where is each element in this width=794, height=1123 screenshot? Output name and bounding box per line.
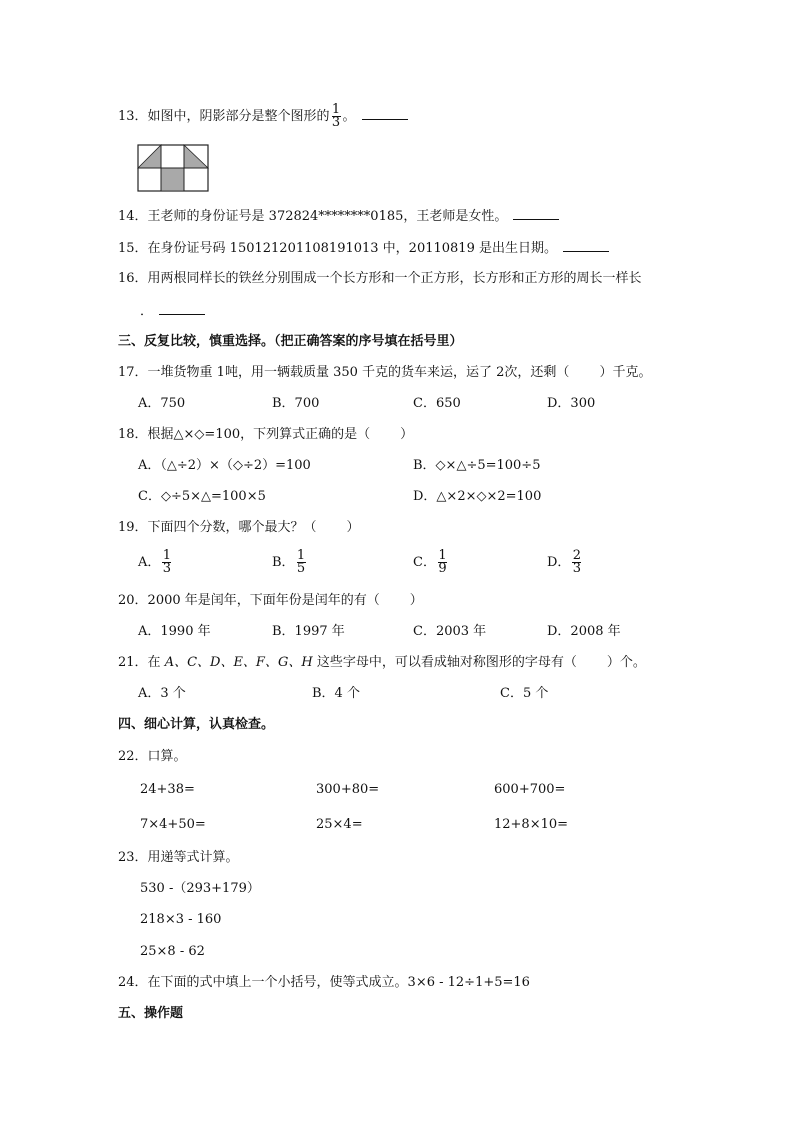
q23-item-1[interactable]: 530 -（293+179） [140, 881, 260, 896]
q20-option-d[interactable]: D．2008 年 [547, 624, 621, 639]
q19-d-label: D． [547, 555, 571, 570]
q18-stem-b: ） [400, 427, 414, 442]
q18-option-d[interactable]: D．△×2×◇×2=100 [413, 489, 542, 504]
q19-b-den: 5 [296, 561, 306, 576]
q21-option-c[interactable]: C．5 个 [500, 686, 549, 701]
q19-option-c[interactable] [413, 549, 449, 577]
q21-option-a[interactable]: A．3 个 [138, 686, 186, 701]
question-16-cont [140, 302, 205, 321]
q13-tail: 。 [342, 109, 356, 124]
q22-item-6[interactable]: 12+8×10= [494, 817, 569, 832]
question-22-title: 22．口算。 [118, 749, 187, 764]
q20-stem-a: 20．2000 年是闰年，下面年份是闰年的有（ [118, 593, 380, 608]
q19-c-den: 9 [438, 561, 447, 576]
section-4-heading: 四、细心计算，认真检查。 [118, 717, 275, 732]
question-21 [118, 654, 646, 672]
q19-stem-b: ） [346, 520, 360, 535]
q23-item-2[interactable]: 218×3 - 160 [140, 912, 222, 927]
question-18 [118, 426, 413, 444]
q19-option-d[interactable] [547, 549, 583, 577]
q20-stem-b: ） [409, 593, 423, 608]
q16-line1: 16．用两根同样长的铁丝分别围成一个长方形和一个正方形，长方形和正方形的周长一样长 [118, 271, 642, 286]
q21-letters: A、C、D、E、F、G、H [164, 655, 313, 670]
q17-option-a[interactable]: A．750 [138, 396, 186, 411]
q19-b-num: 1 [296, 548, 306, 563]
q19-d-fraction [572, 550, 581, 575]
q14-answer-blank[interactable] [513, 207, 559, 220]
q23-item-3[interactable]: 25×8 - 62 [140, 944, 205, 959]
question-13 [118, 104, 408, 129]
question-24: 24．在下面的式中填上一个小括号，使等式成立。3×6 - 12÷1+5=16 [118, 975, 530, 990]
section-5-heading: 五、操作题 [118, 1006, 184, 1021]
q17-option-c[interactable]: C．650 [413, 396, 461, 411]
q13-text: 13．如图中，阴影部分是整个图形的 [118, 109, 330, 124]
q19-stem-a: 19．下面四个分数，哪个最大？（ [118, 520, 317, 535]
q13-shaded-figure [137, 144, 209, 192]
q19-c-fraction [438, 550, 447, 575]
q19-b-label: B． [272, 555, 295, 570]
q19-b-fraction [297, 550, 306, 575]
q20-option-b[interactable]: B．1997 年 [272, 624, 345, 639]
question-14 [118, 207, 559, 226]
q13-num: 1 [331, 102, 341, 117]
shaded-square [161, 168, 184, 191]
q16-line2: ． [140, 304, 154, 319]
q22-item-1[interactable]: 24+38= [140, 782, 195, 797]
q22-item-4[interactable]: 7×4+50= [140, 817, 206, 832]
q13-fraction [332, 104, 341, 129]
q17-option-d[interactable]: D．300 [547, 396, 596, 411]
q13-answer-blank[interactable] [362, 107, 408, 120]
q19-d-den: 3 [572, 561, 582, 576]
q19-option-b[interactable] [272, 549, 308, 577]
q17-stem-a: 17．一堆货物重 1吨，用一辆载质量 350 千克的货车来运，运了 2次，还剩（ [118, 365, 570, 380]
q15-text: 15．在身份证号码 150121201108191013 中，20110819 是出生日期。 [118, 241, 557, 256]
q21-pre: 21．在 [118, 655, 165, 670]
q20-option-a[interactable]: A．1990 年 [138, 624, 211, 639]
q19-a-fraction [162, 550, 171, 575]
q17-stem-b: ）千克。 [599, 365, 652, 380]
question-20 [118, 592, 423, 610]
question-15 [118, 239, 609, 258]
q17-option-b[interactable]: B．700 [272, 396, 320, 411]
section-3-heading: 三、反复比较，慎重选择。（把正确答案的序号填在括号里） [118, 334, 463, 349]
q19-d-num: 2 [572, 548, 582, 563]
q16-answer-blank[interactable] [159, 302, 205, 315]
q21-mid: 这些字母中，可以看成轴对称图形的字母有（ [312, 655, 577, 670]
q18-option-b[interactable]: B．◇×△÷5=100÷5 [413, 458, 541, 473]
q19-option-a[interactable] [138, 549, 173, 577]
q15-answer-blank[interactable] [563, 239, 609, 252]
q22-item-3[interactable]: 600+700= [494, 782, 566, 797]
q19-a-label: A． [138, 555, 161, 570]
question-16 [118, 270, 642, 288]
q19-a-num: 1 [162, 548, 172, 563]
q19-c-label: C． [413, 555, 436, 570]
q21-option-b[interactable]: B．4 个 [312, 686, 360, 701]
question-19 [118, 519, 360, 537]
q22-item-5[interactable]: 25×4= [316, 817, 363, 832]
q20-option-c[interactable]: C．2003 年 [413, 624, 487, 639]
q22-item-2[interactable]: 300+80= [316, 782, 380, 797]
q21-post: ）个。 [606, 655, 646, 670]
question-23-title: 23．用递等式计算。 [118, 850, 239, 865]
q19-a-den: 3 [162, 561, 172, 576]
q18-option-a[interactable]: A．（△÷2）×（◇÷2）=100 [138, 458, 311, 473]
q18-option-c[interactable]: C．◇÷5×△=100×5 [138, 489, 266, 504]
question-17 [118, 364, 651, 382]
q13-den: 3 [331, 115, 341, 130]
q18-stem-a: 18．根据△×◇=100，下列算式正确的是（ [118, 427, 371, 442]
q19-c-num: 1 [438, 548, 447, 563]
q14-text: 14．王老师的身份证号是 372824********0185，王老师是女性。 [118, 209, 508, 224]
